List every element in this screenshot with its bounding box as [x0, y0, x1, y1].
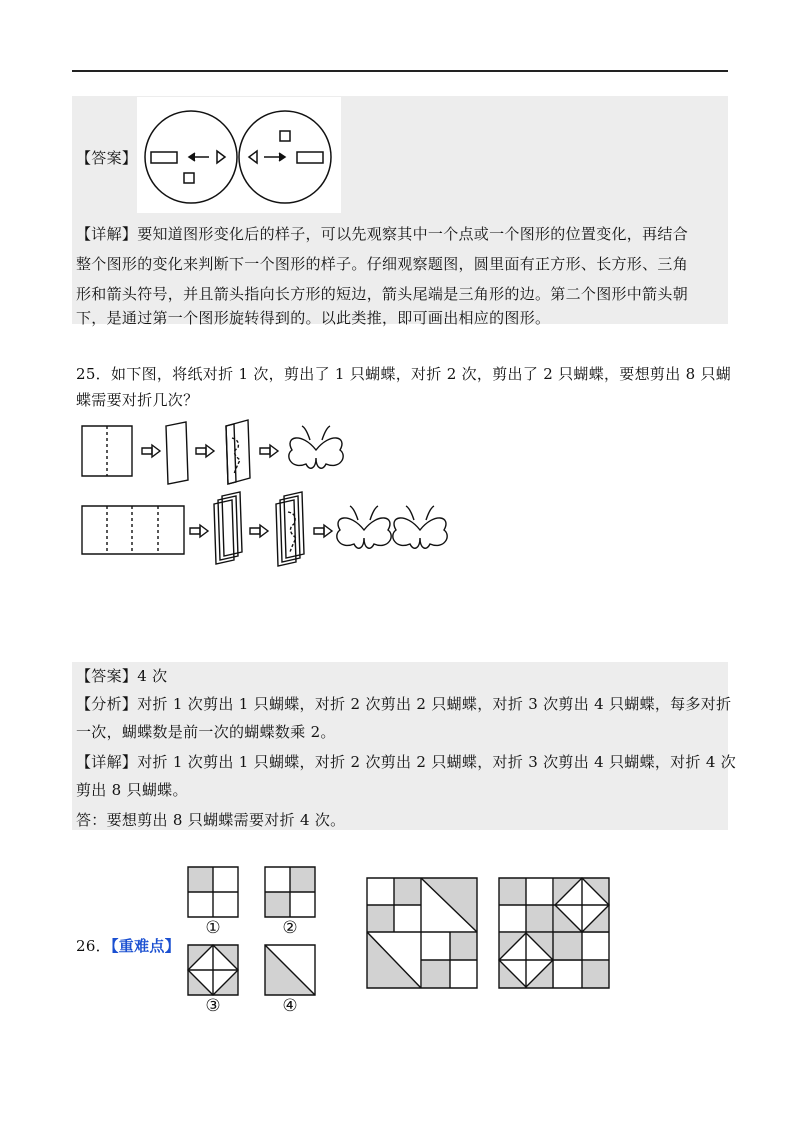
q25-answer-line-4: 【详解】对折 1 次剪出 1 只蝴蝶，对折 2 次剪出 2 只蝴蝶，对折 3 次剪出 4 只蝴蝶，对折 4 次	[76, 753, 737, 771]
pattern-a	[366, 877, 478, 989]
circle-2-square	[280, 131, 290, 141]
q24-answer-tag: 【答案】	[76, 149, 138, 167]
circle-1-square	[184, 173, 194, 183]
arrow-5	[250, 525, 268, 537]
q26-number: 26．	[76, 937, 111, 955]
circle-1-triangle	[217, 151, 225, 163]
q25-answer-line-3: 一次，蝴蝶数是前一次的蝴蝶数乘 2。	[76, 723, 336, 741]
arrow-6	[314, 525, 332, 537]
tile-1-label: ①	[205, 918, 221, 938]
q25-answer-background	[72, 662, 728, 830]
circle-2-triangle	[249, 151, 257, 163]
pattern-b	[498, 877, 610, 989]
q25-answer-line-5: 剪出 8 只蝴蝶。	[76, 781, 188, 799]
q24-detail-line-2: 整个图形的变化来判断下一个图形的样子。仔细观察题图，圆里面有正方形、长方形、三角	[76, 255, 689, 273]
q25-question-line-2: 蝶需要对折几次？	[76, 391, 199, 409]
q25-answer-line-2: 【分析】对折 1 次剪出 1 只蝴蝶，对折 2 次剪出 2 只蝴蝶，对折 3 次剪出 4 只蝴蝶，每多对折	[76, 695, 732, 713]
arrow-3	[260, 445, 278, 457]
q24-detail-line-1: 【详解】要知道图形变化后的样子，可以先观察其中一个点或一个图形的位置变化，再结合	[76, 225, 689, 243]
q25-answer-line-1: 【答案】4 次	[76, 667, 168, 685]
q26-tag: 【重难点】	[111, 937, 181, 955]
cut-line	[232, 438, 240, 474]
q24-detail-line-4: 下，是通过第一个图形旋转得到的。以此类推，即可画出相应的图形。	[76, 309, 551, 327]
q25-answer-line-6: 答：要想剪出 8 只蝴蝶需要对折 4 次。	[76, 811, 346, 829]
q24-detail-line-3: 形和箭头符号，并且箭头指向长方形的短边，箭头尾端是三角形的边。第二个图形中箭头朝	[76, 285, 689, 303]
fold-diagram-row-1	[80, 418, 360, 490]
q26-heading	[76, 936, 180, 956]
q24-answer-circles	[137, 97, 341, 213]
tile-3-label: ③	[205, 996, 221, 1016]
tile-4	[264, 944, 316, 996]
tile-3	[187, 944, 239, 996]
tile-4-label: ④	[282, 996, 298, 1016]
paper-folded-once	[166, 422, 188, 484]
butterfly-1	[289, 426, 343, 468]
circle-1-rectangle	[151, 152, 177, 163]
paper-unfolded-4	[82, 506, 184, 554]
header-rule	[72, 70, 728, 72]
arrow-2	[196, 445, 214, 457]
tile-2	[264, 866, 316, 918]
butterfly-2	[337, 506, 391, 548]
tile-2-label: ②	[282, 918, 298, 938]
circle-2-rectangle	[297, 152, 323, 163]
q25-question-line-1: 25．如下图，将纸对折 1 次，剪出了 1 只蝴蝶，对折 2 次，剪出了 2 只蝴蝶，要想剪出 8 只蝴	[76, 365, 732, 383]
arrow-1	[142, 445, 160, 457]
fold-diagram-row-2	[80, 492, 460, 576]
butterfly-3	[393, 506, 447, 548]
arrow-4	[190, 525, 208, 537]
tile-1	[187, 866, 239, 918]
